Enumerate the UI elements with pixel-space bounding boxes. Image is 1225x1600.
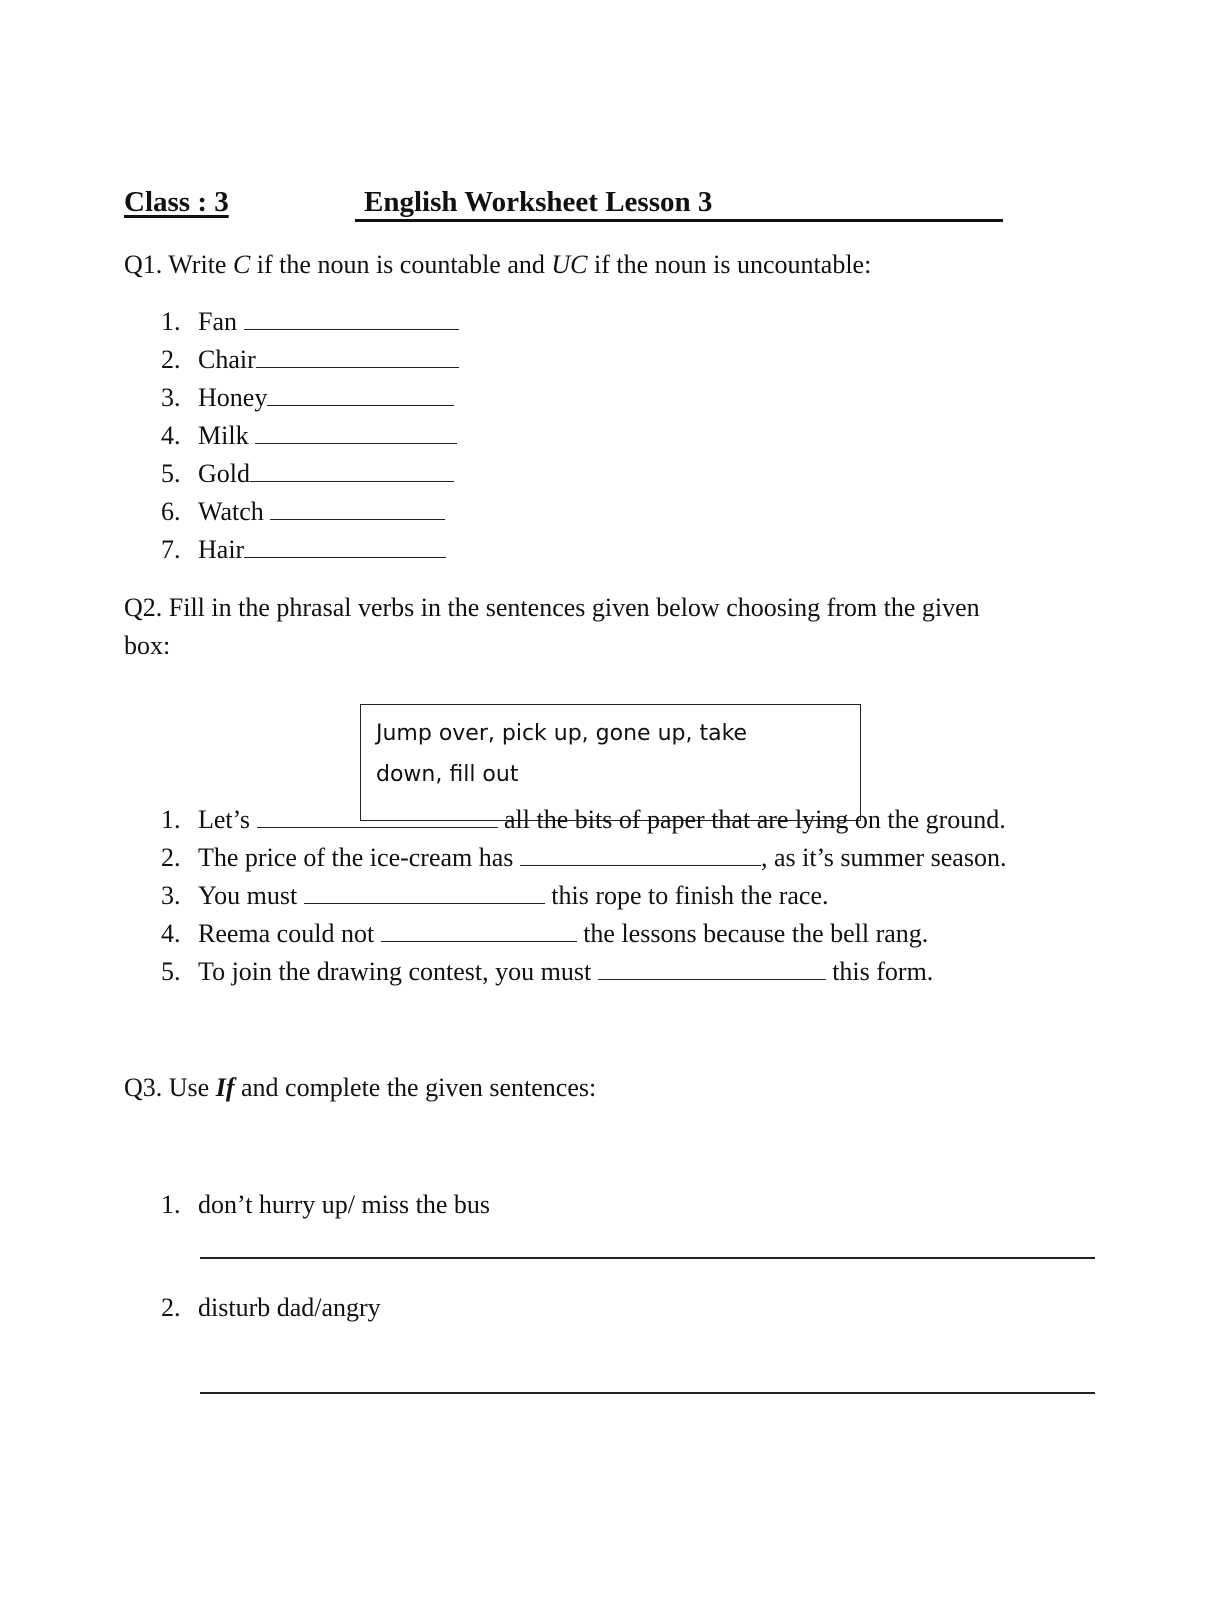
answer-line[interactable] xyxy=(200,1392,1095,1394)
q3-item: 2. disturb dad/angry xyxy=(161,1293,381,1322)
q2-instruction: Q2. Fill in the phrasal verbs in the sentences given below choosing from the given xyxy=(124,593,980,622)
q3-item: 1. don’t hurry up/ miss the bus xyxy=(161,1190,491,1219)
box-line: down, fill out xyxy=(376,762,519,787)
class-label: Class : 3 xyxy=(124,186,229,218)
q1-item: 5. Gold xyxy=(161,459,454,489)
q2-item: 1. Let’s all the bits of paper that are lying on the ground. xyxy=(161,805,1006,834)
q1-item: 6. Watch xyxy=(161,497,445,527)
q2-item: 2. The price of the ice-cream has , as it’s summer season. xyxy=(161,843,1007,872)
box-line: Jump over, pick up, gone up, take xyxy=(376,721,748,746)
q1-item: 3. Honey xyxy=(161,383,454,413)
q1-item: 4. Milk xyxy=(161,421,457,451)
q3-instruction: Q3. Use If and complete the given sentences: xyxy=(124,1073,597,1102)
answer-blank[interactable] xyxy=(256,345,459,368)
answer-blank[interactable] xyxy=(598,957,826,980)
q1-item: 2. Chair xyxy=(161,345,459,375)
worksheet-title: English Worksheet Lesson 3 xyxy=(364,186,713,218)
phrasal-verbs-box xyxy=(360,704,861,821)
answer-blank[interactable] xyxy=(270,497,445,520)
answer-blank[interactable] xyxy=(381,919,577,942)
answer-blank[interactable] xyxy=(255,421,457,444)
answer-blank[interactable] xyxy=(304,881,545,904)
answer-blank[interactable] xyxy=(250,459,454,482)
q1-instruction: Q1. Write C if the noun is countable and UC if the noun is uncountable: xyxy=(124,250,872,279)
q2-instruction-cont: box: xyxy=(124,631,171,660)
q2-item: 3. You must this rope to finish the race. xyxy=(161,881,829,910)
answer-blank[interactable] xyxy=(267,383,454,406)
answer-blank[interactable] xyxy=(257,805,498,828)
answer-blank[interactable] xyxy=(520,843,761,866)
answer-line[interactable] xyxy=(200,1257,1095,1259)
answer-blank[interactable] xyxy=(244,535,446,558)
q2-item: 5. To join the drawing contest, you must this form. xyxy=(161,957,934,986)
q1-item: 7. Hair xyxy=(161,535,446,565)
title-underline xyxy=(355,219,1003,222)
q1-item: 1. Fan xyxy=(161,307,459,337)
q2-item: 4. Reema could not the lessons because the bell rang. xyxy=(161,919,929,948)
answer-blank[interactable] xyxy=(244,307,459,330)
